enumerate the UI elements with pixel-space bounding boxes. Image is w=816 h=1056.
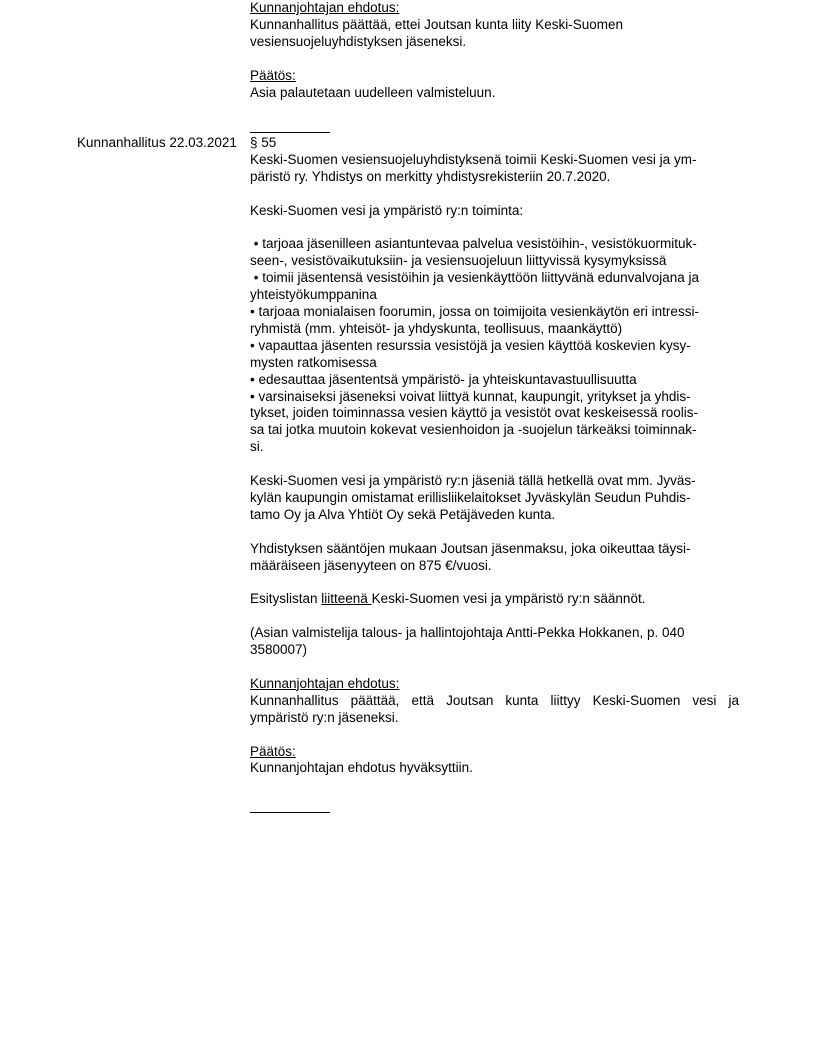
intro-line: Keski-Suomen vesiensuojeluyhdistyksenä toimii Keski-Suomen vesi ja ym-: [250, 151, 697, 167]
decision-heading: Päätös:: [250, 743, 296, 759]
attachment-link[interactable]: liitteenä: [321, 591, 372, 607]
decision-text: Asia palautetaan uudelleen valmisteluun.: [250, 84, 496, 100]
bullet-line: ryhmistä (mm. yhteisöt- ja yhdyskunta, teollisuus, maankäyttö): [250, 320, 623, 336]
section-55: [250, 135, 739, 777]
proposal-line: Kunnanhallitus päättää, että Joutsan kunta liittyy Keski-Suomen vesi ja: [250, 692, 739, 708]
proposal-line: Kunnanhallitus päättää, ettei Joutsan kunta liity Keski-Suomen: [250, 16, 623, 32]
section-number: § 55: [250, 135, 277, 150]
meeting-date: Kunnanhallitus 22.03.2021: [77, 135, 237, 150]
members-line: tamo Oy ja Alva Yhtiöt Oy sekä Petäjäveden kunta.: [250, 506, 556, 522]
decision-text: Kunnanjohtajan ehdotus hyväksyttiin.: [250, 760, 473, 776]
preparer-line: 3580007): [250, 642, 308, 658]
bullet-line: • toimii jäsentensä vesistöihin ja vesienkäyttöön liittyvänä edunvalvojana ja: [250, 270, 699, 286]
attachment-prefix: Esityslistan: [250, 591, 322, 607]
bullet-line: yhteistyökumppanina: [250, 287, 377, 303]
proposal-heading: Kunnanjohtajan ehdotus:: [250, 675, 400, 691]
proposal-line: vesiensuojeluyhdistyksen jäseneksi.: [250, 33, 467, 49]
bullet-line: • vapauttaa jäsenten resurssia vesistöjä ja vesien käyttöä koskevien kysy-: [250, 337, 691, 353]
fee-line: määräiseen jäsenyyteen on 875 €/vuosi.: [250, 557, 492, 573]
previous-section: [250, 0, 739, 101]
preparer-line: (Asian valmistelija talous- ja hallintojohtaja Antti-Pekka Hokkanen, p. 040: [250, 625, 685, 641]
attachment-line: [250, 591, 739, 608]
bullet-line: seen-, vesistövaikutuksiin- ja vesiensuojeluun liittyvissä kysymyksissä: [250, 253, 667, 269]
bullet-line: • varsinaiseksi jäseneksi voivat liittyä kunnat, kaupungit, yritykset ja yhdis-: [250, 388, 691, 404]
intro-line: päristö ry. Yhdistys on merkitty yhdistysrekisteriin 20.7.2020.: [250, 168, 611, 184]
bullet-line: tykset, joiden toiminnassa vesien käyttö ja vesistöt ovat keskeisessä roolis-: [250, 405, 698, 421]
separator-line: [250, 812, 330, 813]
bullet-line: si.: [250, 439, 264, 455]
proposal-line: ympäristö ry:n jäseneksi.: [250, 709, 399, 725]
fee-line: Yhdistyksen sääntöjen mukaan Joutsan jäsenmaksu, joka oikeuttaa täysi-: [250, 540, 691, 556]
separator-line: [250, 132, 330, 133]
members-line: kylän kaupungin omistamat erillisliikelaitokset Jyväskylän Seudun Puhdis-: [250, 489, 691, 505]
bullet-line: sa tai jotka muutoin kokevat vesienhoidon ja -suojelun tärkeäksi toiminnak-: [250, 422, 697, 438]
proposal-heading: Kunnanjohtajan ehdotus:: [250, 0, 400, 15]
bullet-line: • tarjoaa jäsenilleen asiantuntevaa palvelua vesistöihin-, vesistökuormituk-: [250, 236, 697, 252]
activities-heading: Keski-Suomen vesi ja ympäristö ry:n toiminta:: [250, 202, 524, 218]
bullet-line: • tarjoaa monialaisen foorumin, jossa on toimijoita vesienkäytön eri intressi-: [250, 304, 699, 320]
members-line: Keski-Suomen vesi ja ympäristö ry:n jäseniä tällä hetkellä ovat mm. Jyväs-: [250, 473, 696, 489]
attachment-suffix: Keski-Suomen vesi ja ympäristö ry:n säännöt.: [371, 591, 646, 607]
decision-heading: Päätös:: [250, 67, 296, 83]
bullet-line: • edesauttaa jäsententsä ympäristö- ja yhteiskuntavastuullisuutta: [250, 371, 637, 387]
bullet-line: mysten ratkomisessa: [250, 354, 377, 370]
